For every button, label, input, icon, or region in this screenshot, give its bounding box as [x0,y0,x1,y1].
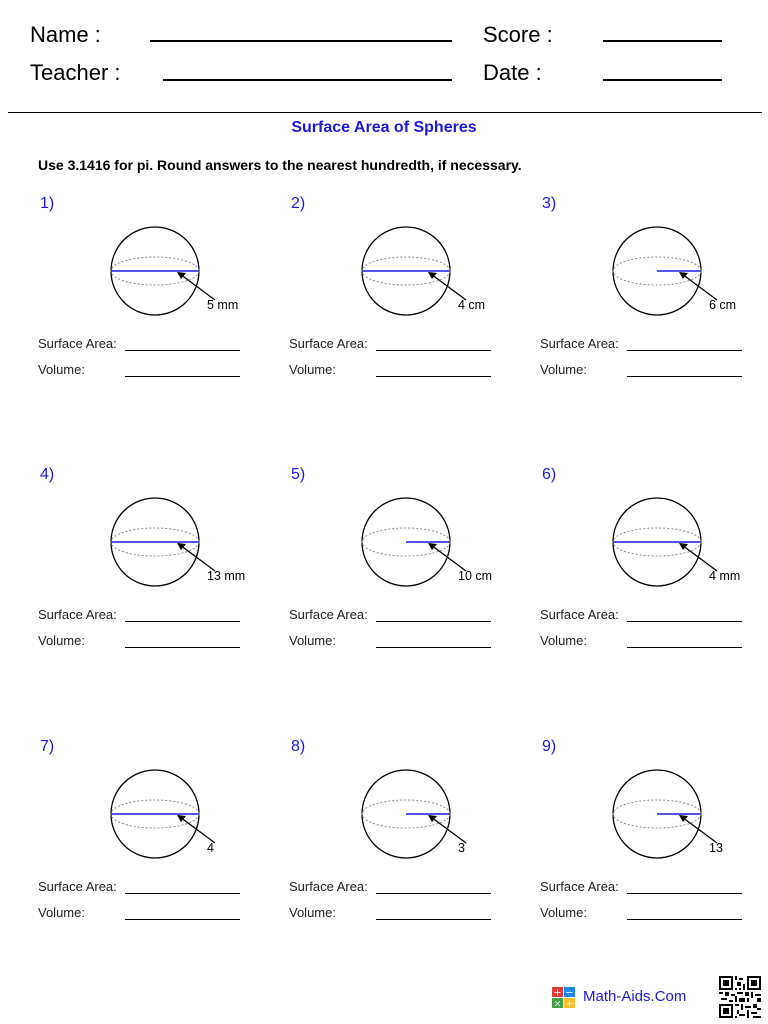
problem-2 [289,195,539,395]
measure-label: 3 [458,841,465,855]
problem-6 [540,466,768,666]
site-link[interactable]: Math-Aids.Com [583,988,687,1005]
volume-label: Volume: [540,905,587,920]
surface-area-label: Surface Area: [540,607,619,622]
date-field[interactable] [603,79,722,81]
surface-area-label: Surface Area: [289,879,368,894]
problem-number: 2) [291,195,306,212]
svg-text:÷: ÷ [565,999,574,1010]
volume-label: Volume: [38,633,85,648]
volume-label: Volume: [289,362,336,377]
sphere-diagram [354,756,504,866]
volume-answer[interactable] [376,919,491,920]
name-label: Name : [30,22,101,47]
volume-answer[interactable] [125,919,240,920]
surface-area-label: Surface Area: [289,336,368,351]
pointer-line [180,817,215,843]
volume-label: Volume: [289,633,336,648]
surface-area-answer[interactable] [627,621,742,622]
measure-label: 5 mm [207,298,239,312]
problem-9 [540,738,768,938]
sphere-diagram [103,756,253,866]
problem-number: 1) [40,195,55,212]
problem-number: 7) [40,738,55,755]
problem-number: 4) [40,466,55,483]
measure-label: 4 mm [709,569,741,583]
date-label: Date : [483,60,542,85]
problem-7 [38,738,288,938]
teacher-label: Teacher : [30,60,121,85]
volume-answer[interactable] [627,376,742,377]
measure-label: 13 mm [207,569,246,583]
worksheet-title: Surface Area of Spheres [291,119,477,136]
instructions: Use 3.1416 for pi. Round answers to the nearest hundredth, if necessary. [38,157,522,173]
problem-number: 9) [542,738,557,755]
teacher-field[interactable] [163,79,452,81]
qr-code-icon [719,976,761,1018]
surface-area-label: Surface Area: [289,607,368,622]
pointer-line [431,817,466,843]
problem-4 [38,466,288,666]
problem-number: 5) [291,466,306,483]
measure-label: 6 cm [709,298,737,312]
volume-label: Volume: [38,905,85,920]
volume-answer[interactable] [627,647,742,648]
volume-label: Volume: [289,905,336,920]
surface-area-answer[interactable] [627,350,742,351]
surface-area-label: Surface Area: [38,879,117,894]
header-divider [8,112,762,113]
volume-answer[interactable] [376,376,491,377]
pointer-line [682,274,717,300]
pointer-line [431,545,466,571]
volume-label: Volume: [540,362,587,377]
volume-answer[interactable] [125,647,240,648]
surface-area-label: Surface Area: [38,336,117,351]
calculator-icon [551,986,577,1010]
problem-number: 8) [291,738,306,755]
surface-area-answer[interactable] [376,350,491,351]
volume-answer[interactable] [627,919,742,920]
surface-area-answer[interactable] [125,350,240,351]
problem-1 [38,195,288,395]
surface-area-answer[interactable] [376,621,491,622]
measure-label: 4 [207,841,214,855]
pointer-line [180,274,215,300]
surface-area-label: Surface Area: [38,607,117,622]
problem-number: 6) [542,466,557,483]
pointer-line [682,545,717,571]
volume-answer[interactable] [376,647,491,648]
measure-label: 10 cm [458,569,493,583]
pointer-line [682,817,717,843]
svg-text:×: × [553,999,562,1010]
name-field[interactable] [150,40,452,42]
volume-label: Volume: [540,633,587,648]
surface-area-answer[interactable] [376,893,491,894]
surface-area-answer[interactable] [125,621,240,622]
problem-8 [289,738,539,938]
sphere-diagram [605,756,755,866]
pointer-line [431,274,466,300]
volume-label: Volume: [38,362,85,377]
score-label: Score : [483,22,553,47]
surface-area-label: Surface Area: [540,879,619,894]
surface-area-answer[interactable] [627,893,742,894]
problem-3 [540,195,768,395]
measure-label: 4 cm [458,298,486,312]
svg-text:−: − [565,987,574,999]
svg-text:+: + [553,987,562,999]
measure-label: 13 [709,841,723,855]
pointer-line [180,545,215,571]
volume-answer[interactable] [125,376,240,377]
surface-area-answer[interactable] [125,893,240,894]
problem-5 [289,466,539,666]
surface-area-label: Surface Area: [540,336,619,351]
problem-number: 3) [542,195,557,212]
score-field[interactable] [603,40,722,42]
